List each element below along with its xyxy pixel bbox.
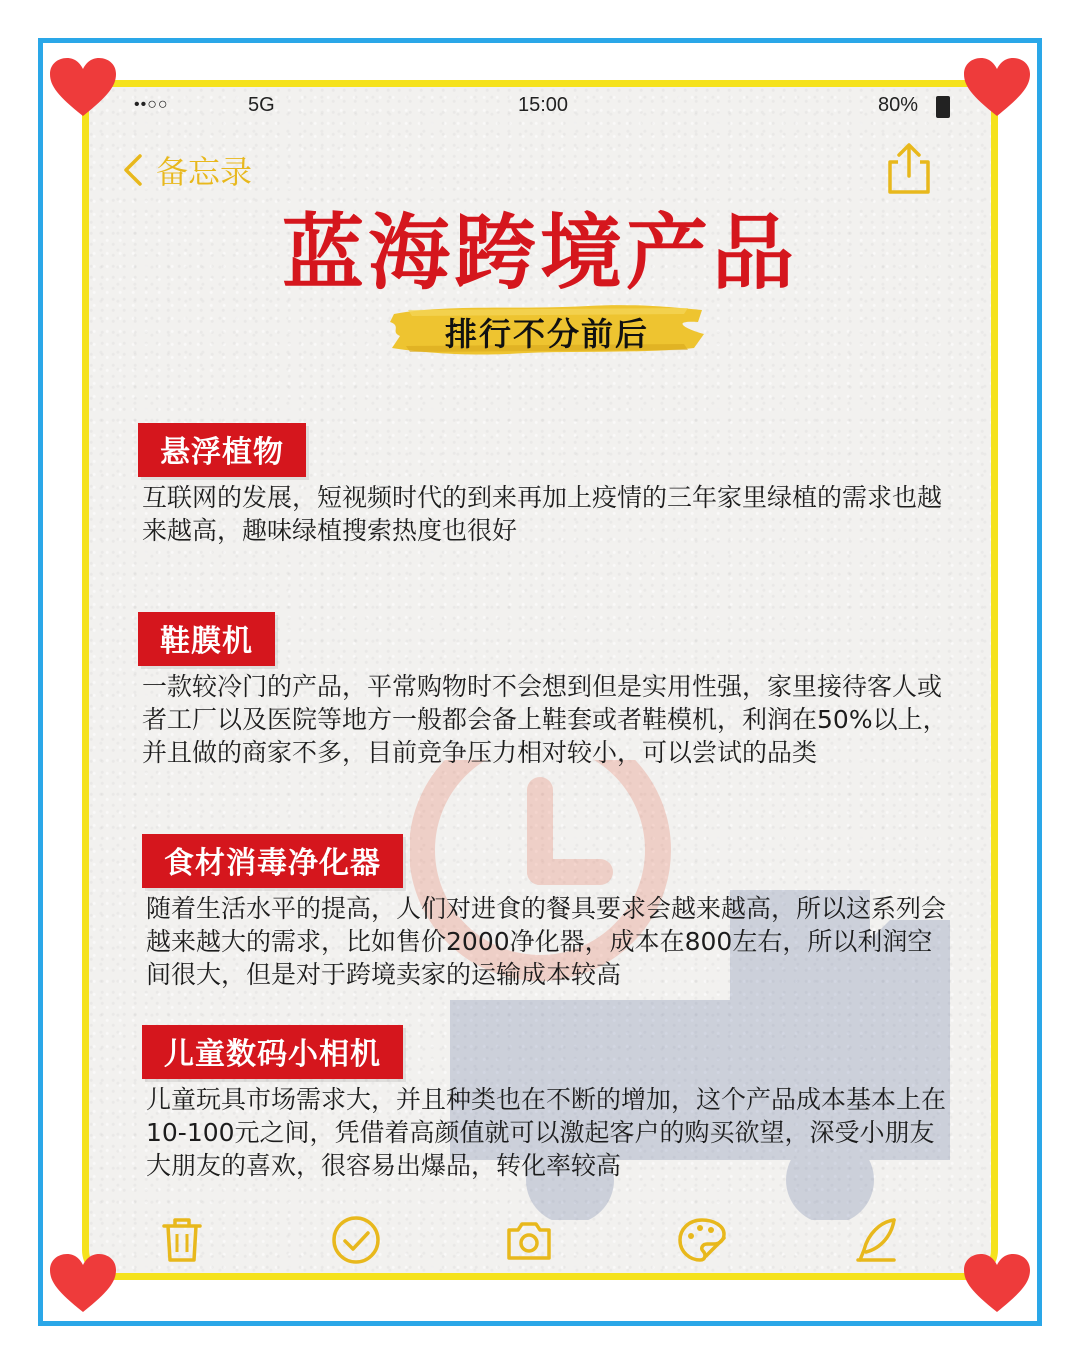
heart-decoration-top-left [48,56,118,118]
battery-percentage: 80% [878,94,919,116]
markup-icon[interactable] [676,1214,728,1266]
camera-icon[interactable] [503,1214,555,1266]
network-type: 5G [248,94,275,116]
trash-icon[interactable] [156,1214,208,1266]
back-button[interactable] [120,148,252,192]
heart-decoration-bottom-left [48,1252,118,1314]
section-label: 悬浮植物 [138,423,306,477]
battery-icon [936,96,950,118]
section-body: 互联网的发展，短视频时代的到来再加上疫情的三年家里绿植的需求也越来越高，趣味绿植搜索热度也很好 [142,483,943,545]
section-label: 儿童数码小相机 [142,1025,403,1079]
signal-strength-icon: ••○○ [134,96,169,113]
section-label: 食材消毒净化器 [142,834,403,888]
section-body: 儿童玩具市场需求大，并且种类也在不断的增加，这个产品成本基本上在10-100元之间，凭借着高颜值就可以激起客户的购买欲望，深受小朋友大朋友的喜欢，很容易出爆品，转化率较高 [146,1085,947,1180]
page-title: 蓝海跨境产品 [281,206,798,301]
subtitle-banner [388,300,706,358]
compose-icon[interactable] [850,1214,902,1266]
chevron-left-icon [120,152,146,188]
status-bar [132,92,952,122]
section-body: 随着生活水平的提高，人们对进食的餐具要求会越来越高，所以这系列会越来越大的需求，比如售价2000净化器，成本在800左右，所以利润空间很大，但是对于跨境卖家的运输成本较高 [146,894,947,989]
heart-decoration-bottom-right [962,1252,1032,1314]
section-label: 鞋膜机 [138,612,275,666]
heart-decoration-top-right [962,56,1032,118]
subtitle-text: 排行不分前后 [444,315,649,353]
checklist-icon[interactable] [330,1214,382,1266]
section-body: 一款较冷门的产品，平常购物时不会想到但是实用性强，家里接待客人或者工厂以及医院等地方一般都会备上鞋套或者鞋模机，利润在50%以上，并且做的商家不多，目前竞争压力相对较小，可以尝试的品类 [142,672,948,767]
status-time: 15:00 [518,94,569,116]
back-label: 备忘录 [156,154,253,190]
